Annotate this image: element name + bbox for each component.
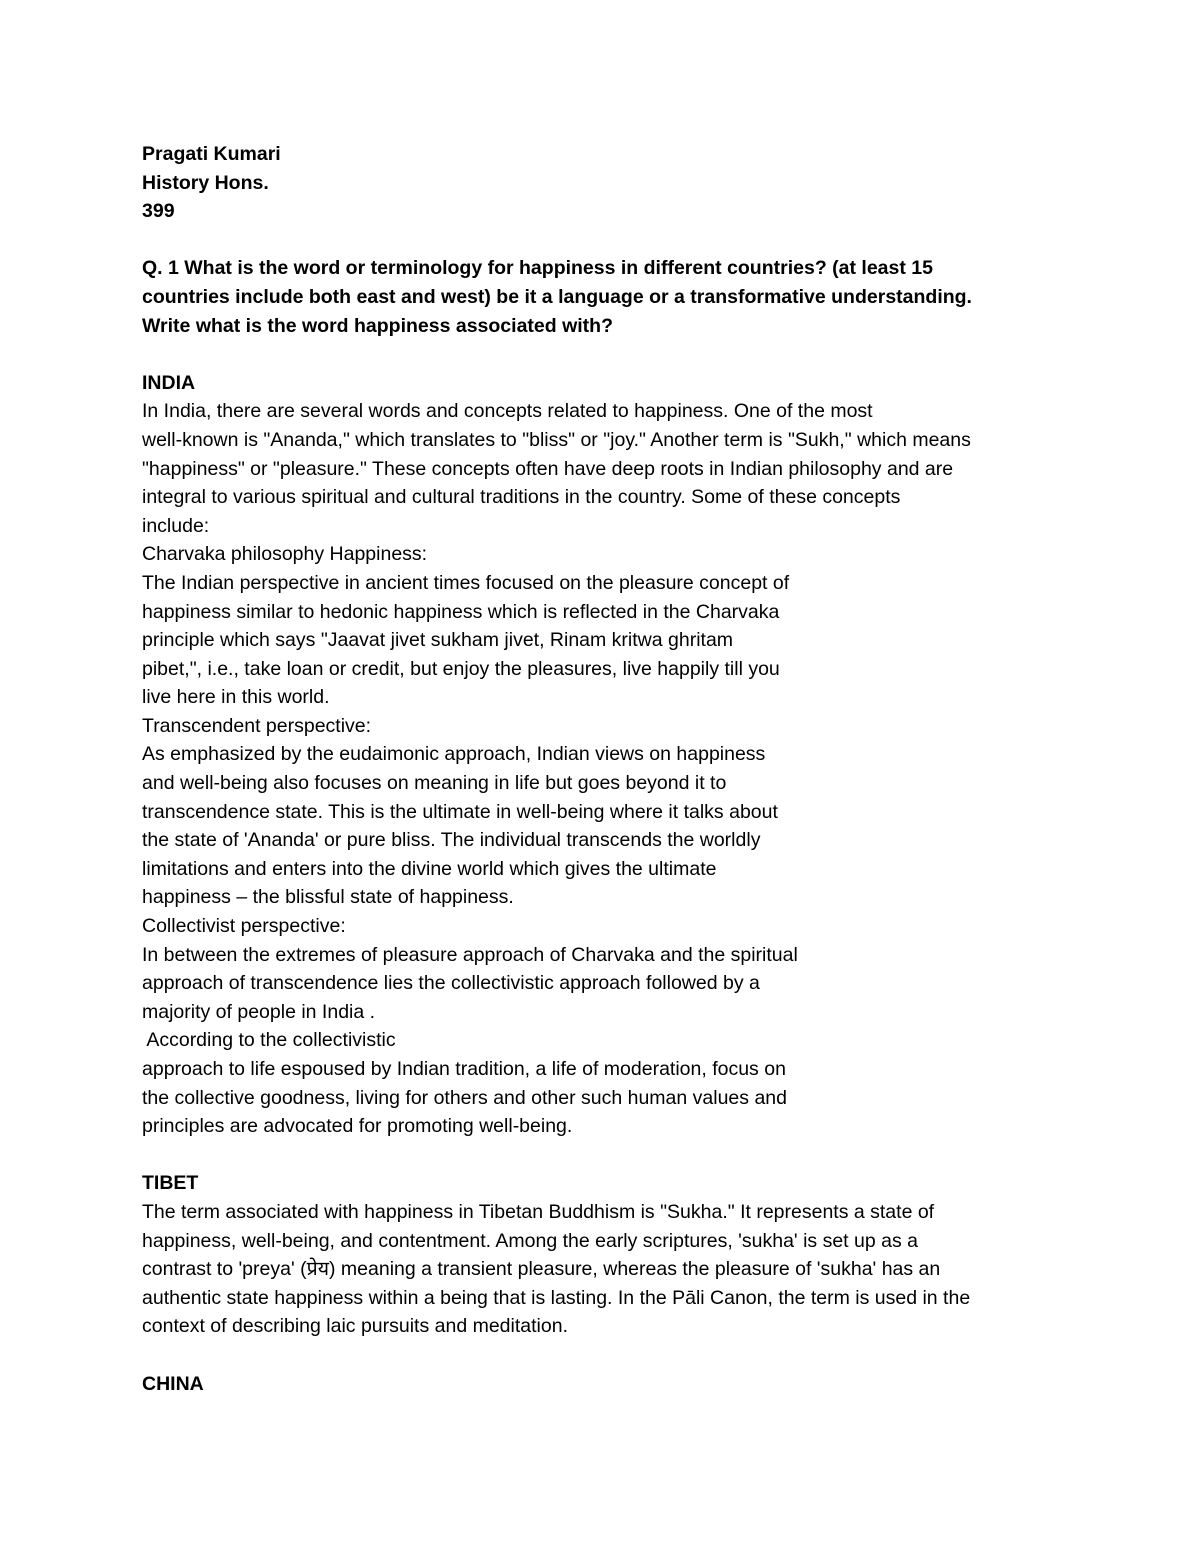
- spacer: [142, 340, 1102, 369]
- body-line: and well-being also focuses on meaning in life but goes beyond it to: [142, 772, 727, 795]
- body-line: principles are advocated for promoting well-being.: [142, 1115, 573, 1138]
- body-line: well-known is "Ananda," which translates to "bliss" or "joy." Another term is "Sukh," which means: [142, 428, 971, 451]
- body-line: contrast to 'preya' (प्रेय) meaning a transient pleasure, whereas the pleasure of 'sukha' has an: [142, 1258, 941, 1281]
- student-roll: 399: [142, 200, 175, 223]
- student-course: History Hons.: [142, 171, 269, 194]
- question-line: Q. 1 What is the word or terminology for happiness in different countries? (at least 15: [142, 257, 933, 280]
- body-line: approach to life espoused by Indian tradition, a life of moderation, focus on: [142, 1058, 786, 1080]
- body-line: In India, there are several words and concepts related to happiness. One of the most: [142, 400, 873, 423]
- body-line: principle which says "Jaavat jivet sukham jivet, Rinam kritwa ghritam: [142, 629, 734, 652]
- section-india: [142, 369, 1102, 1141]
- body-line: live here in this world.: [142, 686, 330, 709]
- student-name: Pragati Kumari: [142, 143, 281, 165]
- body-line: Collectivist perspective:: [142, 915, 346, 938]
- body-line: pibet,", i.e., take loan or credit, but enjoy the pleasures, live happily till you: [142, 657, 780, 680]
- body-line: limitations and enters into the divine world which gives the ultimate: [142, 857, 717, 880]
- body-line: Transcendent perspective:: [142, 714, 372, 737]
- body-line: According to the collectivistic: [142, 1029, 396, 1052]
- body-line: happiness similar to hedonic happiness which is reflected in the Charvaka: [142, 600, 780, 623]
- spacer: [142, 1341, 1102, 1370]
- body-line: include:: [142, 514, 210, 537]
- body-line: transcendence state. This is the ultimate in well-being where it talks about: [142, 800, 778, 823]
- body-line: majority of people in India .: [142, 1000, 376, 1023]
- question-line: countries include both east and west) be it a language or a transformative understanding.: [142, 285, 972, 308]
- body-line: The Indian perspective in ancient times focused on the pleasure concept of: [142, 571, 790, 594]
- body-line: approach of transcendence lies the collectivistic approach followed by a: [142, 972, 760, 995]
- body-line: authentic state happiness within a being that is lasting. In the Pāli Canon, the term is used in the: [142, 1286, 971, 1309]
- student-info: [142, 140, 1102, 226]
- body-line: In between the extremes of pleasure approach of Charvaka and the spiritual: [142, 943, 798, 966]
- body-line: happiness, well-being, and contentment. Among the early scriptures, 'sukha' is set up as a: [142, 1229, 918, 1252]
- body-line: "happiness" or "pleasure." These concepts often have deep roots in Indian philosophy and are: [142, 457, 954, 480]
- body-line: happiness – the blissful state of happiness.: [142, 886, 514, 909]
- spacer: [142, 1141, 1102, 1170]
- body-line: Charvaka philosophy Happiness:: [142, 543, 428, 566]
- question-block: [142, 254, 1102, 340]
- section-tibet: [142, 1169, 1102, 1341]
- question-line: Write what is the word happiness associated with?: [142, 314, 613, 337]
- section-heading-tibet: TIBET: [142, 1172, 199, 1195]
- body-line: context of describing laic pursuits and meditation.: [142, 1315, 568, 1338]
- spacer: [142, 226, 1102, 255]
- section-china: [142, 1370, 1102, 1399]
- document-content: [142, 140, 1102, 1398]
- section-heading-china: CHINA: [142, 1372, 204, 1395]
- section-heading-india: INDIA: [142, 371, 196, 394]
- body-line: As emphasized by the eudaimonic approach, Indian views on happiness: [142, 743, 766, 766]
- body-line: the collective goodness, living for others and other such human values and: [142, 1086, 787, 1109]
- body-line: the state of 'Ananda' or pure bliss. The individual transcends the worldly: [142, 829, 761, 852]
- body-line: The term associated with happiness in Tibetan Buddhism is "Sukha." It represents a state of: [142, 1200, 935, 1223]
- body-line: integral to various spiritual and cultural traditions in the country. Some of these concepts: [142, 486, 901, 509]
